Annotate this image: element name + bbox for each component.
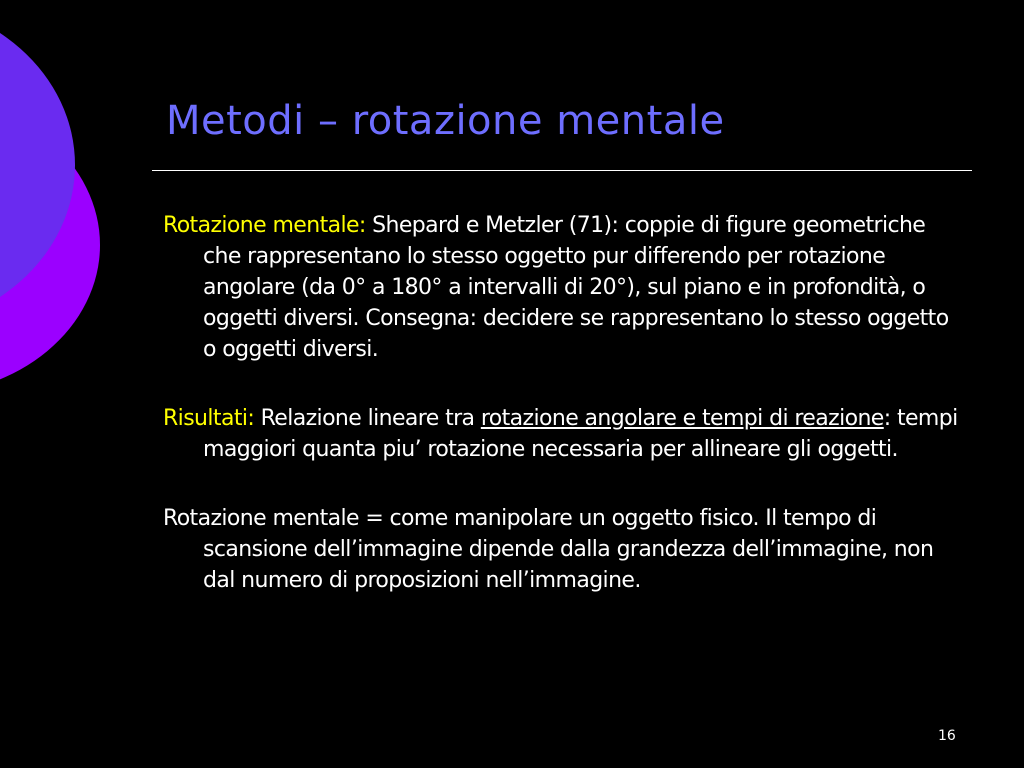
- paragraph-text: : tempi maggiori quanta piu’ rotazione necessaria per allineare gli oggetti.: [203, 406, 958, 462]
- slide-body: [163, 210, 963, 634]
- paragraph-rotazione-mentale: [163, 210, 963, 365]
- slide-number: 16: [938, 728, 956, 744]
- paragraph-text: Shepard e Metzler (71): coppie di figure geometriche che rappresentano lo stesso oggetto pur differendo per rotazione angolare (da 0° a 180° a intervalli di 20°), sul piano e in profondità, o oggetti diversi. Consegna: decidere se rappresentano lo stesso oggetto o oggetti diversi.: [203, 213, 949, 362]
- paragraph-manipolare: [163, 503, 963, 596]
- paragraph-text: Rotazione mentale = come manipolare un oggetto fisico. Il tempo di scansione dell’immagine dipende dalla grandezza dell’immagine, non dal numero di proposizioni nell’immagine.: [163, 506, 934, 593]
- paragraph-risultati: [163, 403, 963, 465]
- paragraph-label: Rotazione mentale:: [163, 213, 366, 238]
- title-divider: [152, 170, 972, 171]
- slide-title: Metodi – rotazione mentale: [166, 98, 725, 144]
- paragraph-text: Relazione lineare tra: [254, 406, 481, 431]
- paragraph-underlined-text: rotazione angolare e tempi di reazione: [480, 406, 884, 431]
- paragraph-label: Risultati:: [163, 406, 255, 431]
